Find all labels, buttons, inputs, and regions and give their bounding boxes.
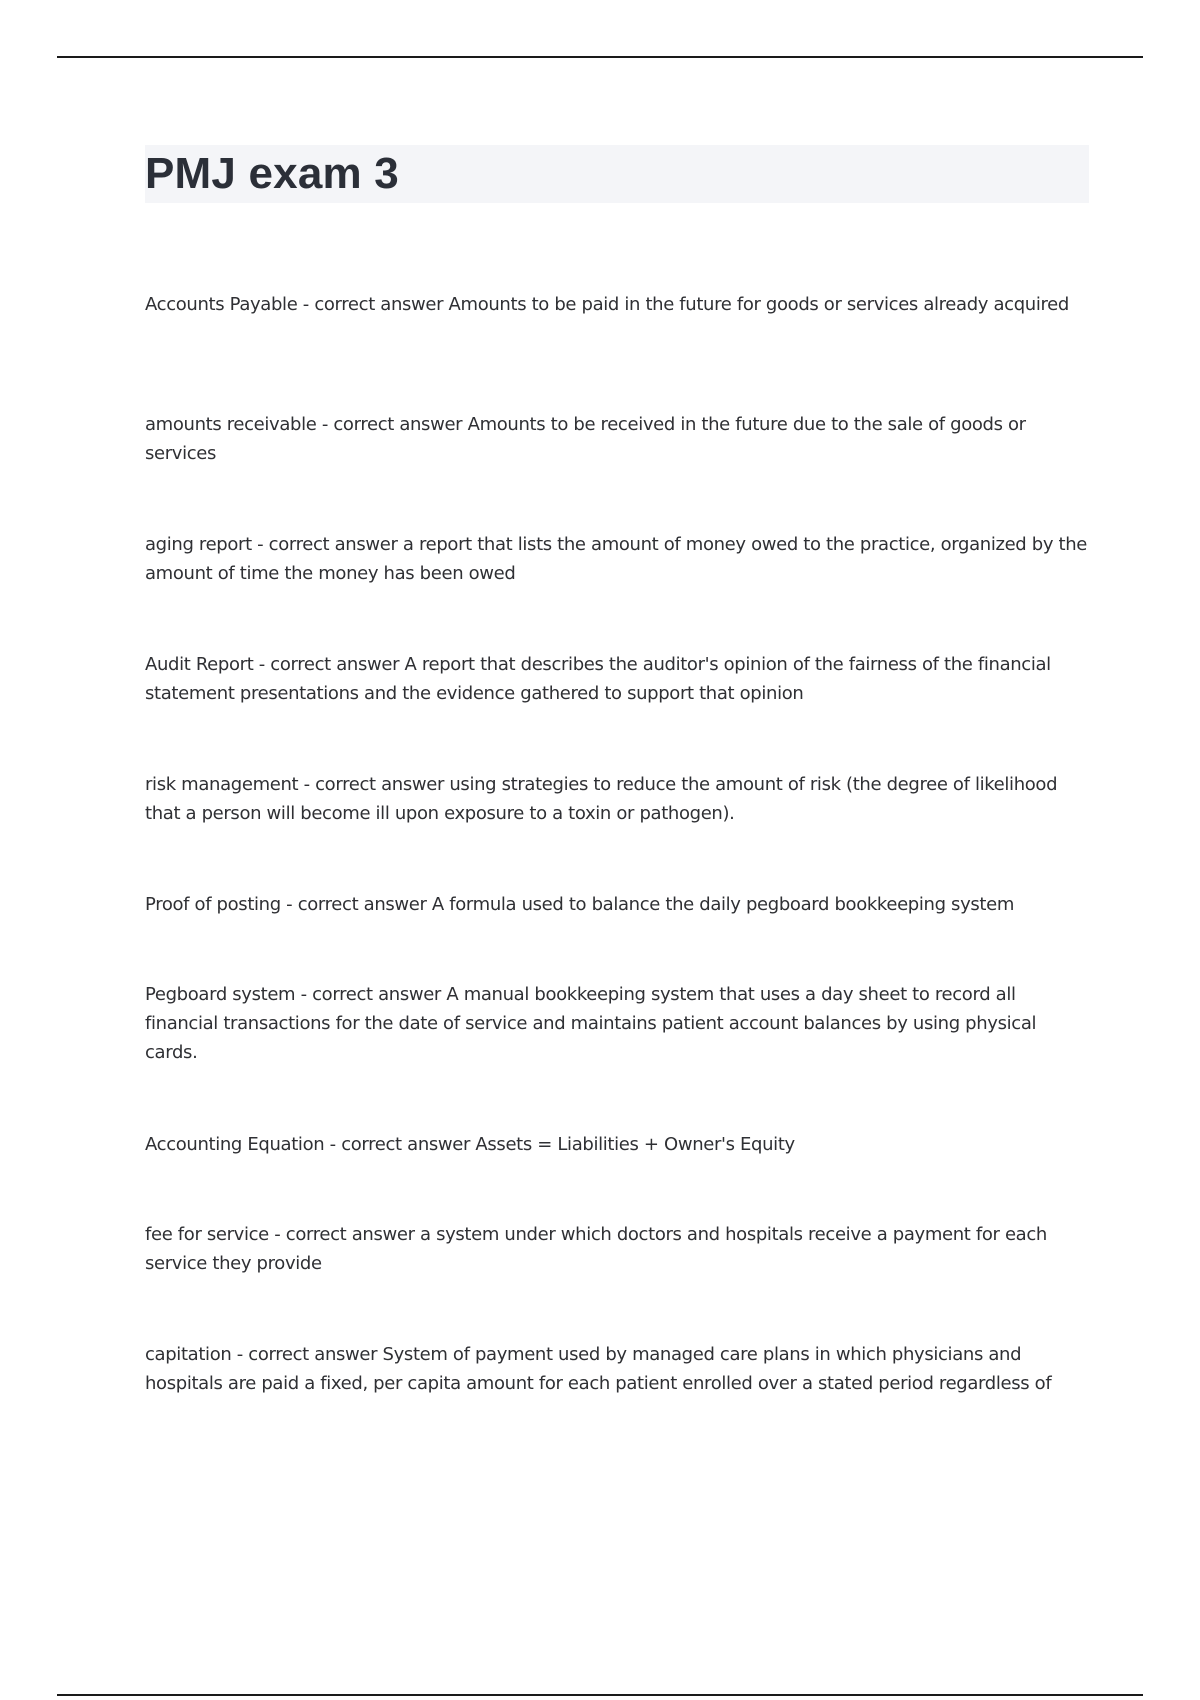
entry-accounts-payable: Accounts Payable - correct answer Amounts to be paid in the future for goods or services already acquired (145, 294, 1069, 315)
entry-accounting-equation: Accounting Equation - correct answer Assets = Liabilities + Owner's Equity (145, 1134, 795, 1155)
entry-fee-for-service: fee for service - correct answer a system under which doctors and hospitals receive a payment for each service they provide (145, 1224, 1047, 1274)
entry-aging-report: aging report - correct answer a report that lists the amount of money owed to the practice, organized by the amount of time the money has been owed (145, 534, 1087, 584)
entry-amounts-receivable: amounts receivable - correct answer Amounts to be received in the future due to the sale of goods or services (145, 414, 1026, 464)
entry-capitation: capitation - correct answer System of payment used by managed care plans in which physicians and hospitals are paid a fixed, per capita amount for each patient enrolled over a stated period regardless of (145, 1344, 1052, 1394)
entry-risk-management: risk management - correct answer using strategies to reduce the amount of risk (the degree of likelihood that a person will become ill upon exposure to a toxin or pathogen). (145, 774, 1058, 824)
top-rule (57, 56, 1143, 58)
page-title: PMJ exam 3 (145, 149, 399, 198)
entry-pegboard-system: Pegboard system - correct answer A manual bookkeeping system that uses a day sheet to record all financial transactions for the date of service and maintains patient account balances by using physical cards. (145, 984, 1037, 1063)
entry-audit-report: Audit Report - correct answer A report that describes the auditor's opinion of the fairness of the financial statement presentations and the evidence gathered to support that opinion (145, 654, 1051, 704)
bottom-rule (57, 1694, 1143, 1696)
entry-proof-of-posting: Proof of posting - correct answer A formula used to balance the daily pegboard bookkeeping system (145, 894, 1015, 915)
